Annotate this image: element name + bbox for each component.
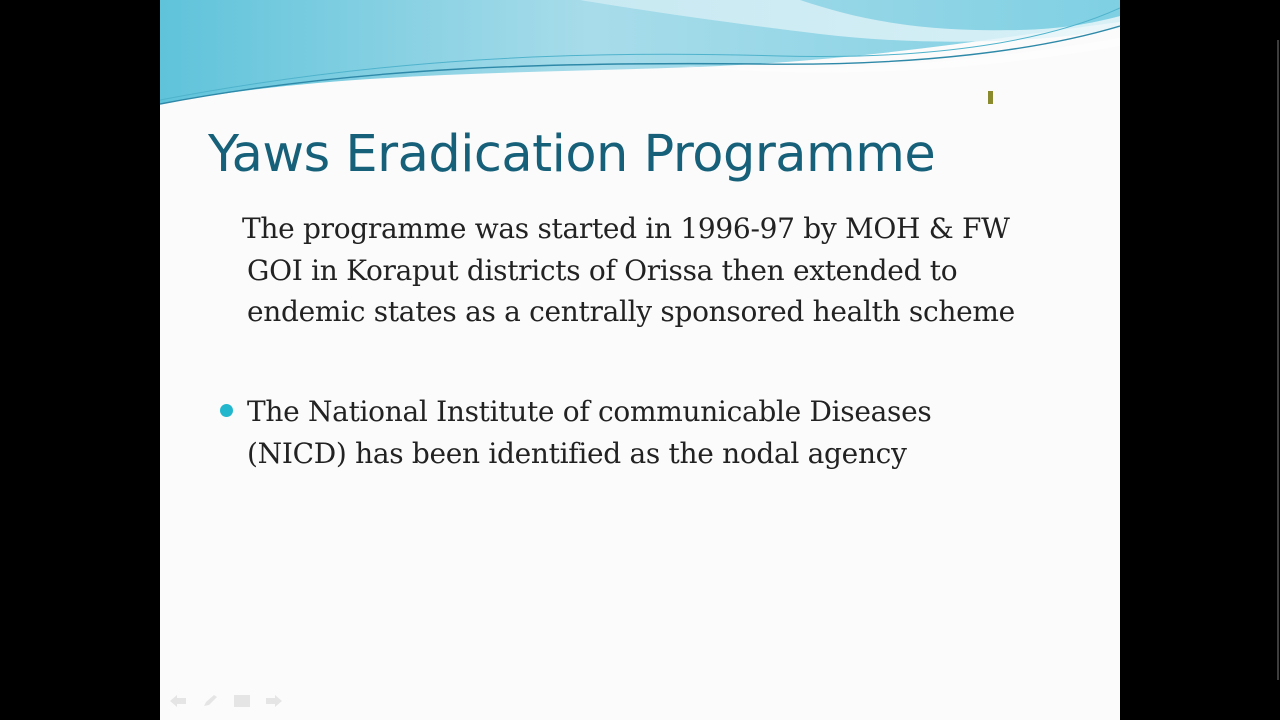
bullet-dot-icon [220,404,233,417]
previous-arrow-icon[interactable] [168,694,188,708]
paragraph-line: The programme was started in 1996-97 by MOH & FW [242,212,1010,245]
next-arrow-icon[interactable] [264,694,284,708]
bullet-line: (NICD) has been identified as the nodal agency [247,436,907,470]
edge-artifact [1276,0,1280,720]
header-wave-decoration [160,0,1120,120]
pen-icon[interactable] [200,694,220,708]
slideshow-controls [168,694,284,710]
pointer-marker [988,91,993,104]
slide[interactable] [160,0,1120,720]
slide-title: Yaws Eradication Programme [208,125,936,184]
paragraph-line: GOI in Koraput districts of Orissa then extended to [247,253,958,287]
intro-paragraph [242,208,1082,333]
menu-icon[interactable] [232,694,252,708]
bullet-line: The National Institute of communicable Diseases [247,395,932,428]
paragraph-line: endemic states as a centrally sponsored health scheme [247,295,1015,328]
bullet-text [247,391,1047,474]
